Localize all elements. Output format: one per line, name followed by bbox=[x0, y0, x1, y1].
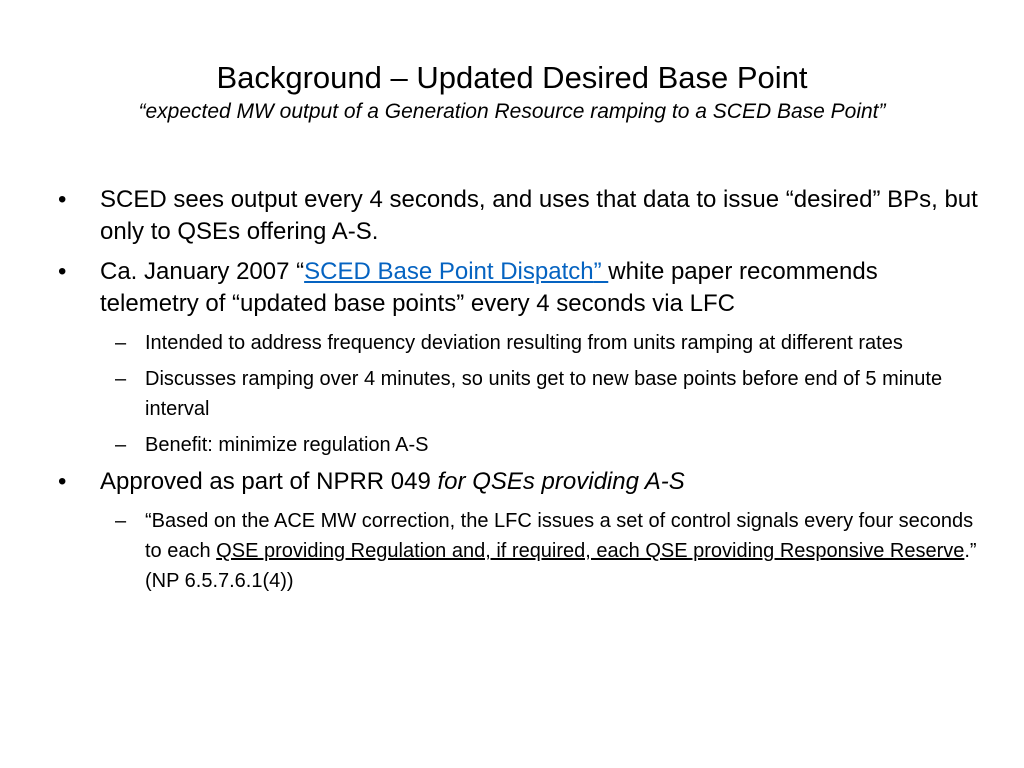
bullet-item bbox=[58, 466, 978, 498]
sub-bullet-text: Intended to address frequency deviation resulting from units ramping at different rates bbox=[145, 332, 903, 354]
slide-body bbox=[58, 184, 978, 602]
slide-title: Background – Updated Desired Base Point bbox=[216, 60, 808, 95]
sub-bullet-item bbox=[58, 506, 978, 596]
sub-bullet-text: Benefit: minimize regulation A-S bbox=[145, 434, 429, 456]
dash-icon: – bbox=[115, 332, 127, 354]
slide-title-block bbox=[0, 60, 1024, 126]
quote-text-pre: “Based on the ACE MW correction, the LFC issues a set of control signals every four seconds to each bbox=[145, 510, 974, 562]
sub-bullet-text: Discusses ramping over 4 minutes, so units get to new base points before end of 5 minute interval bbox=[145, 368, 943, 420]
bullet-text: SCED sees output every 4 seconds, and uses that data to issue “desired” BPs, but only to QSEs offering A-S. bbox=[100, 186, 978, 245]
white-paper-link-tail[interactable]: ” bbox=[593, 258, 609, 285]
sub-bullet-item bbox=[58, 430, 978, 460]
quote-text-underlined: QSE providing Regulation and, if required, each QSE providing Responsive Reserve bbox=[216, 540, 965, 562]
bullet-item bbox=[58, 184, 978, 248]
slide-subtitle: “expected MW output of a Generation Resource ramping to a SCED Base Point” bbox=[138, 100, 886, 123]
bullet-icon: • bbox=[58, 468, 67, 495]
bullet-text-italic: for QSEs providing A-S bbox=[437, 468, 685, 495]
bullet-icon: • bbox=[58, 258, 67, 285]
sub-bullet-item bbox=[58, 364, 978, 424]
bullet-icon: • bbox=[58, 186, 67, 213]
white-paper-link[interactable]: SCED Base Point Dispatch bbox=[304, 258, 594, 285]
sub-bullet-item bbox=[58, 328, 978, 358]
dash-icon: – bbox=[115, 368, 127, 390]
bullet-text-post: white paper recommends telemetry of “updated base points” every 4 seconds via LFC bbox=[100, 258, 878, 317]
bullet-item bbox=[58, 256, 978, 320]
bullet-text-pre: Ca. January 2007 “ bbox=[100, 258, 305, 285]
bullet-text-pre: Approved as part of NPRR 049 bbox=[100, 468, 438, 495]
dash-icon: – bbox=[115, 510, 127, 532]
dash-icon: – bbox=[115, 434, 127, 456]
quote-text-post: .” (NP 6.5.7.6.1(4)) bbox=[145, 540, 977, 592]
